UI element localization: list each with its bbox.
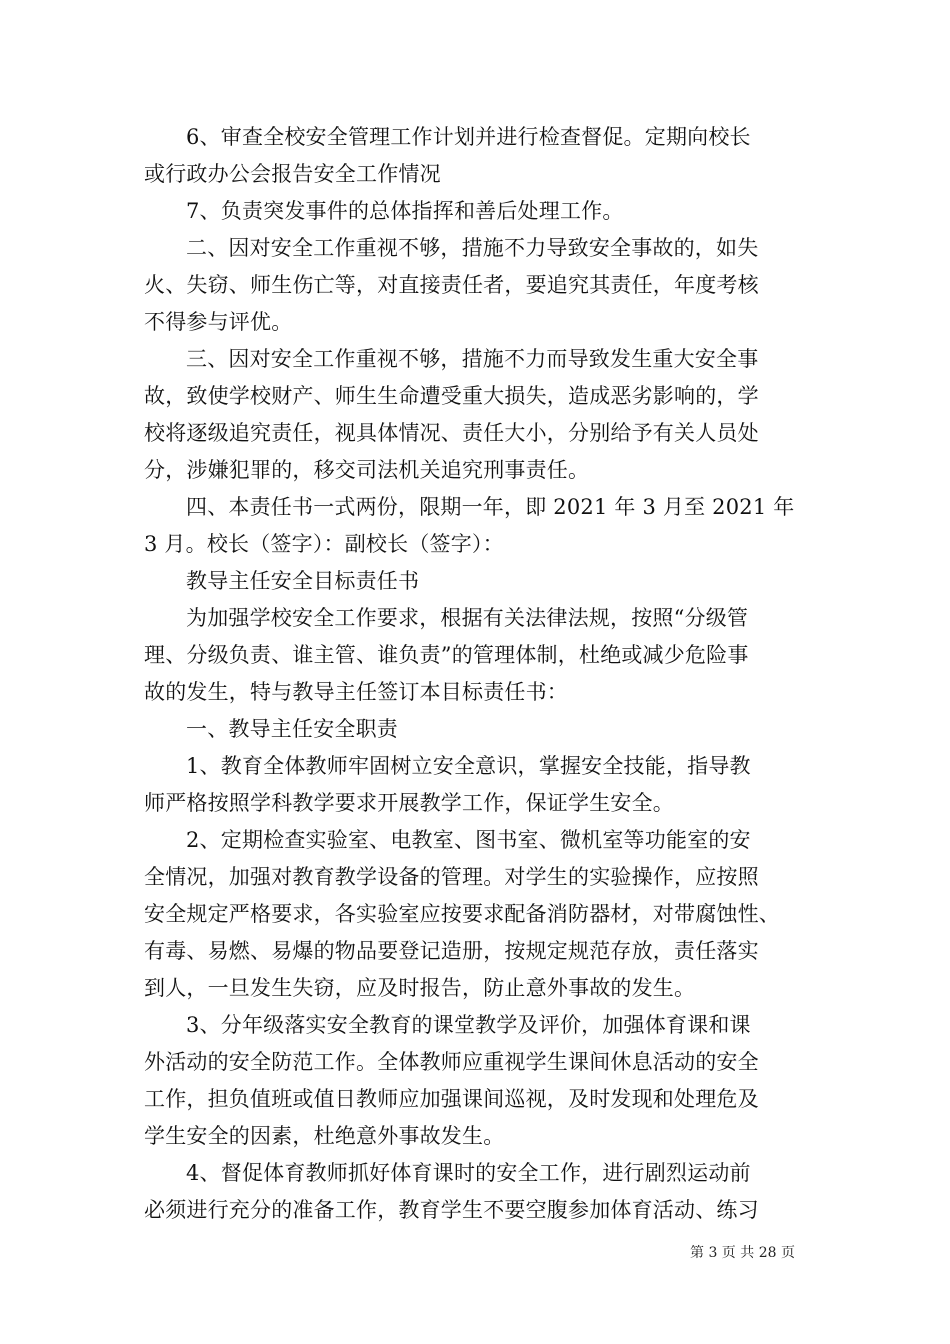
- paragraph-line: 工作，担负值班或值日教师应加强课间巡视，及时发现和处理危及: [144, 1087, 759, 1111]
- paragraph-line: 安全规定严格要求，各实验室应按要求配备消防器材，对带腐蚀性、: [144, 902, 780, 926]
- section-heading: 一、教导主任安全职责: [186, 717, 398, 741]
- paragraph-line: 四、本责任书一式两份，限期一年，即 2021 年 3 月至 2021 年: [186, 495, 795, 519]
- page-number-footer: 第 3 页 共 28 页: [690, 1245, 795, 1261]
- paragraph-line: 故的发生，特与教导主任签订本目标责任书：: [144, 680, 568, 704]
- paragraph-line: 分，涉嫌犯罪的，移交司法机关追究刑事责任。: [144, 458, 590, 482]
- paragraph-line: 2、定期检查实验室、电教室、图书室、微机室等功能室的安: [186, 828, 751, 852]
- paragraph-line: 不得参与评优。: [144, 310, 293, 334]
- paragraph-line: 7、负责突发事件的总体指挥和善后处理工作。: [186, 199, 624, 223]
- paragraph-line: 二、因对安全工作重视不够，措施不力导致安全事故的，如失: [186, 236, 759, 260]
- paragraph-line: 火、失窃、师生伤亡等，对直接责任者，要追究其责任，年度考核: [144, 273, 759, 297]
- paragraph-line: 理、分级负责、谁主管、谁负责”的管理体制，杜绝或减少危险事: [144, 643, 749, 667]
- paragraph-line: 必须进行充分的准备工作，教育学生不要空腹参加体育活动、练习: [144, 1198, 759, 1222]
- paragraph-line: 校将逐级追究责任，视具体情况、责任大小，分别给予有关人员处: [144, 421, 759, 445]
- paragraph-line: 到人，一旦发生失窃，应及时报告，防止意外事故的发生。: [144, 976, 696, 1000]
- paragraph-line: 3、分年级落实安全教育的课堂教学及评价，加强体育课和课: [186, 1013, 751, 1037]
- paragraph-line: 学生安全的因素，杜绝意外事故发生。: [144, 1124, 505, 1148]
- section-title: 教导主任安全目标责任书: [186, 569, 420, 593]
- paragraph-line: 外活动的安全防范工作。全体教师应重视学生课间休息活动的安全: [144, 1050, 759, 1074]
- paragraph-line: 有毒、易燃、易爆的物品要登记造册，按规定规范存放，责任落实: [144, 939, 759, 963]
- paragraph-line: 1、教育全体教师牢固树立安全意识，掌握安全技能，指导教: [186, 754, 751, 778]
- paragraph-line: 师严格按照学科教学要求开展教学工作，保证学生安全。: [144, 791, 674, 815]
- paragraph-line: 6、审查全校安全管理工作计划并进行检查督促。定期向校长: [186, 125, 751, 149]
- paragraph-line: 或行政办公会报告安全工作情况: [144, 162, 441, 186]
- paragraph-line: 故，致使学校财产、师生生命遭受重大损失，造成恶劣影响的，学: [144, 384, 759, 408]
- paragraph-line: 3 月。校长（签字）：副校长（签字）：: [144, 532, 504, 556]
- paragraph-line: 全情况，加强对教育教学设备的管理。对学生的实验操作，应按照: [144, 865, 759, 889]
- paragraph-line: 为加强学校安全工作要求，根据有关法律法规，按照“分级管: [186, 606, 749, 630]
- paragraph-line: 4、督促体育教师抓好体育课时的安全工作，进行剧烈运动前: [186, 1161, 751, 1185]
- paragraph-line: 三、因对安全工作重视不够，措施不力而导致发生重大安全事: [186, 347, 759, 371]
